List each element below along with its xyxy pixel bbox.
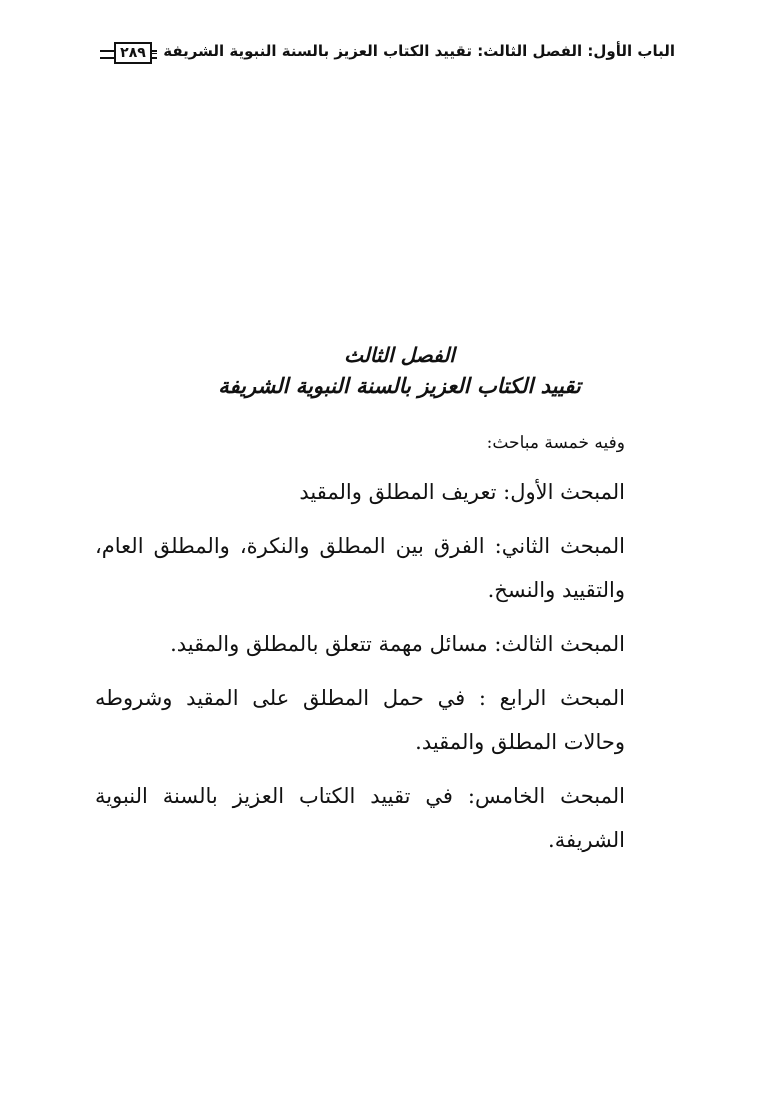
chapter-label: الفصل الثالث	[344, 343, 455, 367]
section-item-3: المبحث الثالث: مسائل مهمة تتعلق بالمطلق والمقيد.	[170, 632, 625, 656]
running-header-title: الباب الأول: الفصل الثالث: تقييد الكتاب العزيز بالسنة النبوية الشريفة	[157, 42, 675, 60]
chapter-heading	[100, 340, 661, 402]
section-item-2: المبحث الثاني: الفرق بين المطلق والنكرة، والمطلق العام، والتقييد والنسخ.	[95, 534, 625, 602]
section-item-4: المبحث الرابع : في حمل المطلق على المقيد وشروطه وحالات المطلق والمقيد.	[95, 686, 625, 754]
chapter-title: تقييد الكتاب العزيز بالسنة النبوية الشريفة	[218, 374, 581, 398]
section-item-5: المبحث الخامس: في تقييد الكتاب العزيز بالسنة النبوية الشريفة.	[95, 784, 625, 852]
header-rule-end	[100, 50, 114, 59]
sections-list	[95, 428, 625, 872]
section-item-1: المبحث الأول: تعريف المطلق والمقيد	[299, 480, 625, 504]
running-header	[100, 38, 675, 78]
sections-intro: وفيه خمسة مباحث:	[486, 433, 625, 453]
page-number: ٢٨٩	[114, 42, 152, 64]
